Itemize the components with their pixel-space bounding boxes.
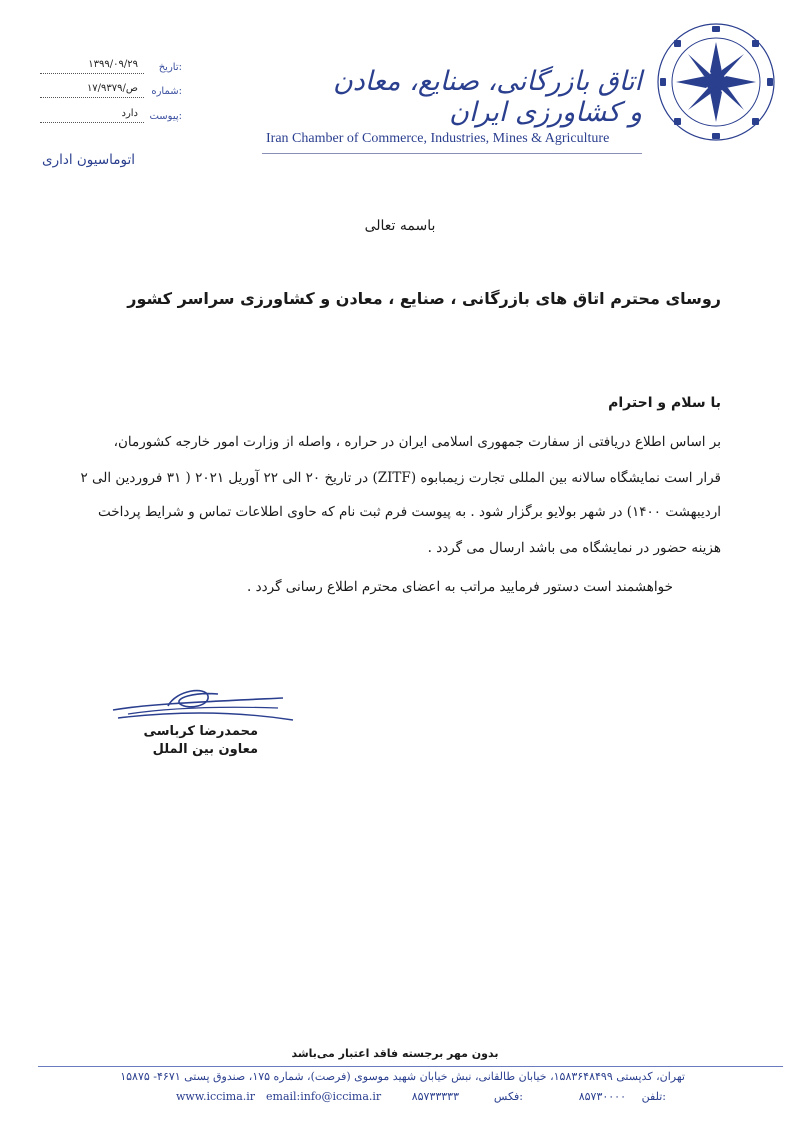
date-label: تاریخ: [158,62,182,73]
footer-note: بدون مهر برجسته فاقد اعتبار می‌باشد [291,1047,499,1060]
greeting: با سلام و احترام [608,395,721,411]
footer-divider [38,1066,783,1067]
number-dotted-line [40,97,144,98]
chamber-title-fa: اتاق بازرگانی، صنایع، معادن و کشاورزی ایران [332,66,642,128]
attachment-value: دارد [121,108,138,119]
bismillah: باسمه تعالی [364,218,436,234]
automation-label: اتوماسیون اداری [42,152,135,168]
chamber-title-en: Iran Chamber of Commerce, Industries, Mines & Agriculture [266,131,610,146]
fax-label: فکس: [493,1090,523,1103]
attachment-row [40,108,182,125]
date-row [40,59,182,76]
paragraph-1-line-2: قرار است نمایشگاه سالانه بین المللی تجارت زیمبابوه (ZITF) در تاریخ ۲۰ الی ۲۲ آوریل ۲۰۲۱ ( ۳۱ فروردین الی ۲ [80,470,721,486]
phone-label: تلفن: [641,1090,666,1103]
number-value: ۱۷/۹۳۷۹/ص [86,83,138,94]
paragraph-1-line-1: بر اساس اطلاع دریافتی از سفارت جمهوری اسلامی ایران در حراره ، واصله از وزارت امور خارجه کشورمان، [113,434,721,450]
paragraph-1-line-4: هزینه حضور در نمایشگاه می باشد ارسال می گردد . [427,540,721,556]
paragraph-1-line-3: اردیبهشت ۱۴۰۰) در شهر بولایو برگزار شود . به پیوست فرم ثبت نام که حاوی اطلاعات تماس و شرایط پرداخت [98,504,721,520]
chamber-logo-icon [654,20,779,145]
attachment-dotted-line [40,122,144,123]
number-label: شماره: [151,86,182,97]
signature-icon [108,684,298,726]
date-dotted-line [40,73,144,74]
signer-position: معاون بین الملل [152,742,258,757]
website-link[interactable]: www.iccima.ir [176,1090,256,1103]
phone-value: ۸۵۷۳۰۰۰۰ [578,1090,626,1103]
header-divider [262,153,642,154]
attachment-label: پیوست: [149,111,182,122]
date-value: ۱۳۹۹/۰۹/۲۹ [88,59,138,70]
signer-name: محمدرضا کرباسی [143,724,258,739]
email-link[interactable]: email:info@iccima.ir [266,1090,382,1103]
fax-value: ۸۵۷۳۳۳۳۳ [411,1090,459,1103]
paragraph-2: خواهشمند است دستور فرمایید مراتب به اعضای محترم اطلاع رسانی گردد . [247,579,673,595]
footer-address: تهران، کدپستی ۱۵۸۳۶۴۸۴۹۹، خیابان طالقانی، نبش خیابان شهید موسوی (فرصت)، شماره ۱۷۵، صندوق پستی ۴۶۷۱- ۱۵۸۷۵ [120,1070,685,1083]
number-row [40,83,182,100]
recipient: روسای محترم اتاق های بازرگانی ، صنایع ، معادن و کشاورزی سراسر کشور [127,289,721,308]
